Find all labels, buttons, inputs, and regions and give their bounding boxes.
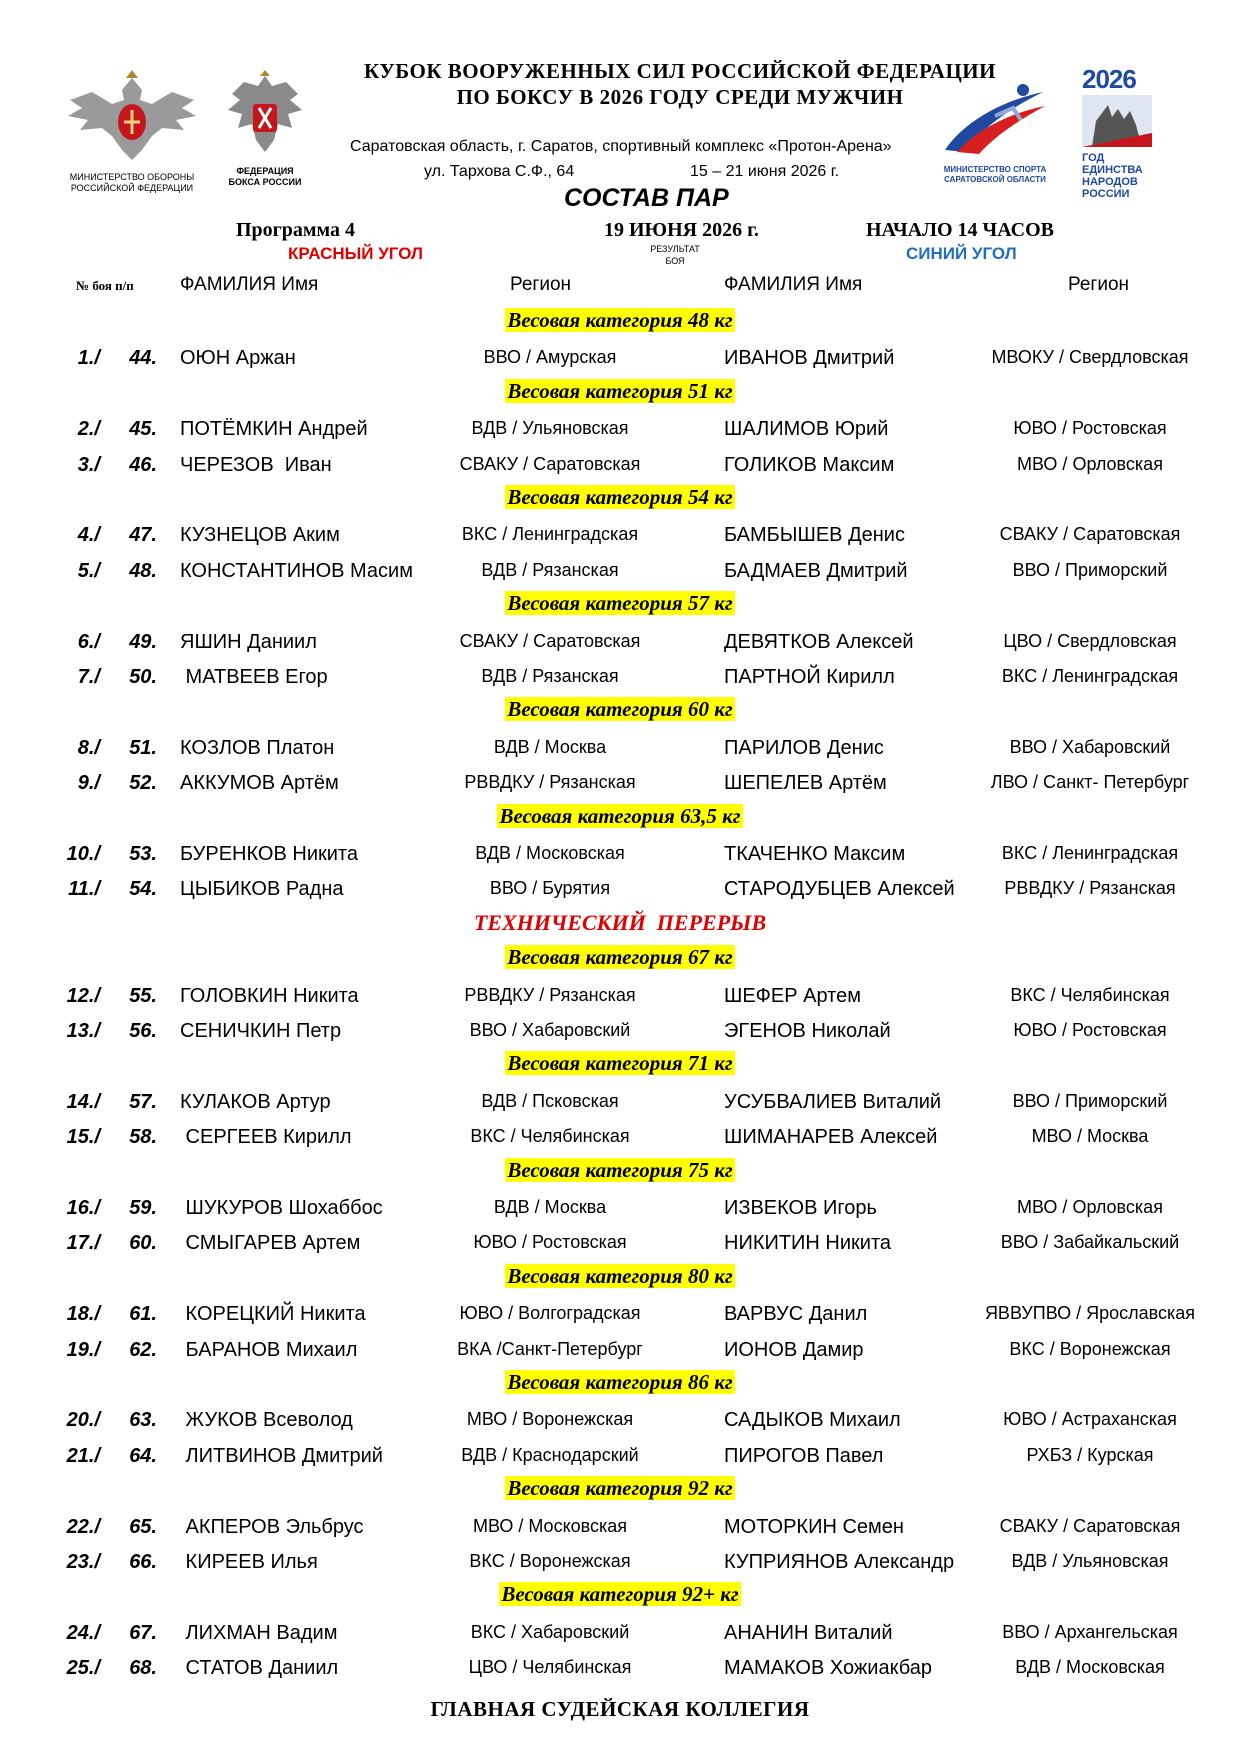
bout-number: 64. [129,1445,157,1467]
table-row [0,1409,1240,1439]
table-row [0,1339,1240,1369]
bout-number: 49. [129,631,157,653]
red-corner-region: ВКС / Ленинградская [461,524,639,544]
red-corner-name: КУЛАКОВ Артур [180,1091,331,1113]
blue-corner-name: БАМБЫШЕВ Денис [724,524,905,546]
red-corner-name: ЯШИН Даниил [180,631,317,653]
weight-category-header [0,1370,1240,1395]
year-logo-year: 2026 [1082,64,1136,94]
ministry-of-defence-logo [62,70,202,193]
bout-number: 60. [129,1232,157,1254]
pair-number: 12./ [66,985,100,1007]
weight-category-label: Весовая категория 63,5 кг [499,804,741,828]
red-corner-region: СВАКУ / Саратовская [459,631,641,651]
red-corner-name: БАРАНОВ Михаил [180,1339,358,1361]
pair-number: 16./ [66,1197,100,1219]
table-row [0,772,1240,802]
bout-number: 55. [129,985,157,1007]
pair-number: 15./ [66,1126,100,1148]
weight-category-header [0,697,1240,722]
red-corner-name: АКПЕРОВ Эльбрус [180,1516,364,1538]
bout-number: 61. [129,1303,157,1325]
sport-ministry-caption: МИНИСТЕРСТВО СПОРТА САРАТОВСКОЙ ОБЛАСТИ [943,165,1047,184]
table-row [0,1126,1240,1156]
weight-category-header [0,1051,1240,1076]
document-title: СОСТАВ ПАР [564,184,729,212]
blue-corner-name: ПИРОГОВ Павел [724,1445,884,1467]
pair-number: 10./ [66,843,100,865]
bout-number: 48. [129,560,157,582]
red-corner-name: СМЫГАРЕВ Артем [180,1232,361,1254]
blue-corner-region: ЮВО / Астраханская [1003,1409,1177,1429]
pair-number: 24./ [66,1622,100,1644]
bout-number: 45. [129,418,157,440]
red-corner-region: ВКС / Челябинская [470,1126,630,1146]
red-corner-region: ВДВ / Псковская [481,1091,619,1111]
blue-corner-name: ПАРТНОЙ Кирилл [724,666,895,688]
pair-number: 20./ [66,1409,100,1431]
bout-number: 44. [129,347,157,369]
blue-corner-name: ИВАНОВ Дмитрий [724,347,895,369]
red-corner-region: МВО / Воронежская [466,1409,634,1429]
table-row [0,1622,1240,1652]
red-corner-name: СТАТОВ Даниил [180,1657,339,1679]
pair-number: 4./ [77,524,100,546]
red-corner-region: ВВО / Амурская [483,347,617,367]
table-row [0,843,1240,873]
bout-number: 65. [129,1516,157,1538]
red-corner-region: ВДВ / Рязанская [481,666,619,686]
weight-category-label: Весовая категория 71 кг [507,1051,733,1075]
weight-category-label: Весовая категория 67 кг [507,945,733,969]
title-line-2: ПО БОКСУ В 2026 ГОДУ СРЕДИ МУЖЧИН [456,85,904,109]
column-header-blue-region: Регион [1068,274,1130,295]
blue-corner-region: ВКС / Челябинская [1010,985,1170,1005]
pair-number: 19./ [66,1339,100,1361]
weight-category-header [0,308,1240,333]
red-corner-label: КРАСНЫЙ УГОЛ [288,244,423,263]
red-corner-region: ВВО / Бурятия [489,878,611,898]
weight-category-label: Весовая категория 51 кг [507,379,733,403]
blue-corner-name: АНАНИН Виталий [724,1622,893,1644]
weight-category-label: Весовая категория 80 кг [507,1264,733,1288]
column-header-blue-name: ФАМИЛИЯ Имя [724,274,863,295]
table-row [0,560,1240,590]
red-corner-name: ОЮН Аржан [180,347,296,369]
boxing-federation-logo [220,70,310,190]
red-corner-name: ЛИХМАН Вадим [180,1622,338,1644]
bout-number: 68. [129,1657,157,1679]
blue-corner-label: СИНИЙ УГОЛ [906,244,1017,263]
pair-number: 6./ [77,631,100,653]
weight-category-header [0,1158,1240,1183]
bout-number: 54. [129,878,157,900]
blue-corner-region: ВКС / Ленинградская [1001,843,1179,863]
red-corner-region: ЮВО / Ростовская [473,1232,627,1252]
blue-corner-region: ВВО / Забайкальский [1000,1232,1180,1252]
blue-corner-region: ВВО / Архангельская [1002,1622,1178,1642]
table-row [0,1516,1240,1546]
table-row [0,737,1240,767]
blue-corner-region: МВО / Москва [1031,1126,1149,1146]
pair-number: 7./ [77,666,100,688]
year-of-unity-logo [1082,64,1162,204]
blue-corner-name: ШЕПЕЛЕВ Артём [724,772,887,794]
pair-number: 9./ [77,772,100,794]
red-corner-region: МВО / Московская [472,1516,628,1536]
blue-corner-region: ЦВО / Свердловская [1003,631,1177,651]
weight-category-label: Весовая категория 92 кг [507,1476,733,1500]
red-corner-region: ВКС / Воронежская [469,1551,631,1571]
bout-number: 47. [129,524,157,546]
weight-category-header [0,485,1240,510]
red-corner-region: ВДВ / Москва [493,1197,607,1217]
blue-corner-name: БАДМАЕВ Дмитрий [724,560,908,582]
red-corner-name: ПОТЁМКИН Андрей [180,418,368,440]
pair-number: 13./ [66,1020,100,1042]
weight-category-header [0,804,1240,829]
red-corner-region: РВВДКУ / Рязанская [464,772,636,792]
red-corner-region: ВДВ / Ульяновская [471,418,629,438]
pair-number: 2./ [77,418,100,440]
bout-number: 59. [129,1197,157,1219]
table-row [0,985,1240,1015]
blue-corner-region: РХБЗ / Курская [1026,1445,1154,1465]
bout-number: 51. [129,737,157,759]
weight-category-header [0,1582,1240,1607]
bout-number: 58. [129,1126,157,1148]
blue-corner-region: СВАКУ / Саратовская [999,1516,1181,1536]
pair-number: 18./ [66,1303,100,1325]
weight-category-label: Весовая категория 54 кг [507,485,733,509]
blue-corner-name: ВАРВУС Данил [724,1303,868,1325]
table-row [0,1303,1240,1333]
blue-corner-name: САДЫКОВ Михаил [724,1409,901,1431]
bout-number: 62. [129,1339,157,1361]
weight-category-header [0,591,1240,616]
blue-corner-name: ШАЛИМОВ Юрий [724,418,889,440]
red-corner-region: ЦВО / Челябинская [468,1657,632,1677]
blue-corner-name: МОТОРКИН Семен [724,1516,904,1538]
red-corner-name: МАТВЕЕВ Егор [180,666,328,688]
pair-number: 1./ [77,347,100,369]
bout-number: 63. [129,1409,157,1431]
boxing-federation-caption: ФЕДЕРАЦИЯ БОКСА РОССИИ [228,166,302,187]
weight-category-label: Весовая категория 60 кг [507,697,733,721]
result-label-line-1: РЕЗУЛЬТАТ [650,244,700,254]
bout-number: 53. [129,843,157,865]
table-row [0,347,1240,377]
table-row [0,418,1240,448]
blue-corner-region: ВДВ / Ульяновская [1011,1551,1169,1571]
blue-corner-name: КУПРИЯНОВ Александр [724,1551,955,1573]
blue-corner-name: ШЕФЕР Артем [724,985,861,1007]
red-corner-name: СЕНИЧКИН Петр [180,1020,342,1042]
bout-number: 67. [129,1622,157,1644]
blue-corner-region: ВДВ / Московская [1015,1657,1165,1677]
table-row [0,1197,1240,1227]
weight-category-header [0,379,1240,404]
column-header-red-name: ФАМИЛИЯ Имя [180,274,319,295]
venue-dates: 15 – 21 июня 2026 г. [690,163,840,180]
event-date: 19 ИЮНЯ 2026 г. [604,219,759,241]
table-row [0,631,1240,661]
red-corner-name: ГОЛОВКИН Никита [180,985,359,1007]
table-row [0,1232,1240,1262]
bout-number: 52. [129,772,157,794]
blue-corner-name: НИКИТИН Никита [724,1232,892,1254]
red-corner-name: АККУМОВ Артём [180,772,339,794]
pair-number: 23./ [66,1551,100,1573]
blue-corner-name: ПАРИЛОВ Денис [724,737,884,759]
pair-number: 5./ [77,560,100,582]
blue-corner-name: МАМАКОВ Хожиакбар [724,1657,932,1679]
blue-corner-region: ВКС / Воронежская [1009,1339,1171,1359]
blue-corner-region: МВО / Орловская [1017,454,1163,474]
red-corner-region: РВВДКУ / Рязанская [464,985,636,1005]
table-row [0,878,1240,908]
bout-number: 57. [129,1091,157,1113]
red-corner-name: КОЗЛОВ Платон [180,737,335,759]
bout-number: 66. [129,1551,157,1573]
result-label-line-2: БОЯ [665,256,685,266]
red-corner-region: ВДВ / Москва [493,737,607,757]
double-eagle-emblem-icon [62,70,202,165]
column-header-number: № боя п/п [76,278,134,293]
red-corner-region: ВКА /Санкт-Петербург [457,1339,643,1359]
weight-category-label: Весовая категория 92+ кг [501,1582,739,1606]
pair-number: 3./ [77,454,100,476]
blue-corner-region: МВО / Орловская [1017,1197,1163,1217]
blue-corner-region: ВВО / Приморский [1012,1091,1168,1111]
blue-corner-name: ДЕВЯТКОВ Алексей [724,631,914,653]
red-corner-region: ВДВ / Краснодарский [461,1445,639,1465]
footer-judges-panel: ГЛАВНАЯ СУДЕЙСКАЯ КОЛЛЕГИЯ [430,1697,810,1721]
red-corner-region: СВАКУ / Саратовская [459,454,641,474]
blue-corner-region: ЮВО / Ростовская [1013,1020,1167,1040]
pair-number: 11./ [68,878,100,900]
pair-number: 8./ [77,737,100,759]
weight-category-label: Весовая категория 48 кг [507,308,733,332]
red-corner-name: СЕРГЕЕВ Кирилл [180,1126,352,1148]
table-row [0,1551,1240,1581]
red-corner-name: ШУКУРОВ Шохаббос [180,1197,383,1219]
ministry-of-defence-caption: МИНИСТЕРСТВО ОБОРОНЫ РОССИЙСКОЙ ФЕДЕРАЦИИ [69,172,195,193]
red-corner-region: ВДВ / Московская [475,843,625,863]
blue-corner-region: РВВДКУ / Рязанская [1004,878,1176,898]
program-label: Программа 4 [236,219,355,241]
bout-number: 46. [129,454,157,476]
venue-address: ул. Тархова С.Ф., 64 [424,163,575,180]
blue-corner-region: СВАКУ / Саратовская [999,524,1181,544]
weight-category-label: Весовая категория 86 кг [507,1370,733,1394]
table-row [0,666,1240,696]
weight-category-header [0,1476,1240,1501]
blue-corner-name: ЭГЕНОВ Николай [724,1020,891,1042]
red-corner-name: ЛИТВИНОВ Дмитрий [180,1445,383,1467]
table-row [0,524,1240,554]
table-row [0,1657,1240,1687]
blue-corner-region: МВОКУ / Свердловская [991,347,1189,367]
red-corner-name: КУЗНЕЦОВ Аким [180,524,340,546]
venue-line-1: Саратовская область, г. Саратов, спортивный комплекс «Протон-Арена» [350,138,892,155]
red-corner-region: ВДВ / Рязанская [481,560,619,580]
monument-icon [1082,95,1152,147]
blue-corner-region: ЛВО / Санкт- Петербург [990,772,1190,792]
red-corner-region: ВКС / Хабаровский [470,1622,630,1642]
blue-corner-name: УСУБВАЛИЕВ Виталий [724,1091,942,1113]
start-time: НАЧАЛО 14 ЧАСОВ [866,219,1055,241]
red-corner-region: ВВО / Хабаровский [469,1020,631,1040]
blue-corner-region: ВВО / Хабаровский [1009,737,1171,757]
year-logo-caption: ГОД ЕДИНСТВА НАРОДОВ РОССИИ [1082,152,1143,200]
red-corner-name: ЖУКОВ Всеволод [180,1409,353,1431]
blue-corner-name: ТКАЧЕНКО Максим [724,843,906,865]
bout-number: 56. [129,1020,157,1042]
table-row [0,1020,1240,1050]
table-row [0,1445,1240,1475]
blue-corner-region: ВВО / Приморский [1012,560,1168,580]
red-corner-region: ЮВО / Волгоградская [459,1303,641,1323]
blue-corner-name: ИЗВЕКОВ Игорь [724,1197,877,1219]
bout-number: 50. [129,666,157,688]
red-corner-name: КОРЕЦКИЙ Никита [180,1303,366,1325]
table-row [0,454,1240,484]
red-corner-name: КОНСТАНТИНОВ Масим [180,560,413,582]
pair-number: 25./ [66,1657,100,1679]
blue-corner-region: ВКС / Ленинградская [1001,666,1179,686]
blue-corner-name: СТАРОДУБЦЕВ Алексей [724,878,955,900]
red-corner-name: ЧЕРЕЗОВ Иван [180,454,332,476]
red-corner-name: КИРЕЕВ Илья [180,1551,318,1573]
pair-number: 17./ [66,1232,100,1254]
table-row [0,1091,1240,1121]
title-line-1: КУБОК ВООРУЖЕННЫХ СИЛ РОССИЙСКОЙ ФЕДЕРАЦИИ [364,59,996,83]
blue-corner-name: ГОЛИКОВ Максим [724,454,895,476]
pair-number: 14./ [66,1091,100,1113]
blue-corner-region: ЮВО / Ростовская [1013,418,1167,438]
blue-corner-region: ЯВВУПВО / Ярославская [984,1303,1196,1323]
pair-number: 21./ [66,1445,100,1467]
federation-eagle-emblem-icon [220,70,310,155]
weight-category-header [0,945,1240,970]
weight-category-header [0,1264,1240,1289]
blue-corner-name: ШИМАНАРЕВ Алексей [724,1126,938,1148]
red-corner-name: БУРЕНКОВ Никита [180,843,358,865]
red-corner-name: ЦЫБИКОВ Радна [180,878,344,900]
weight-category-label: Весовая категория 75 кг [507,1158,733,1182]
weight-category-label: Весовая категория 57 кг [507,591,733,615]
blue-corner-name: ИОНОВ Дамир [724,1339,864,1361]
pair-number: 22./ [66,1516,100,1538]
technical-break: ТЕХНИЧЕСКИЙ ПЕРЕРЫВ [473,910,767,935]
column-header-red-region: Регион [510,274,572,295]
